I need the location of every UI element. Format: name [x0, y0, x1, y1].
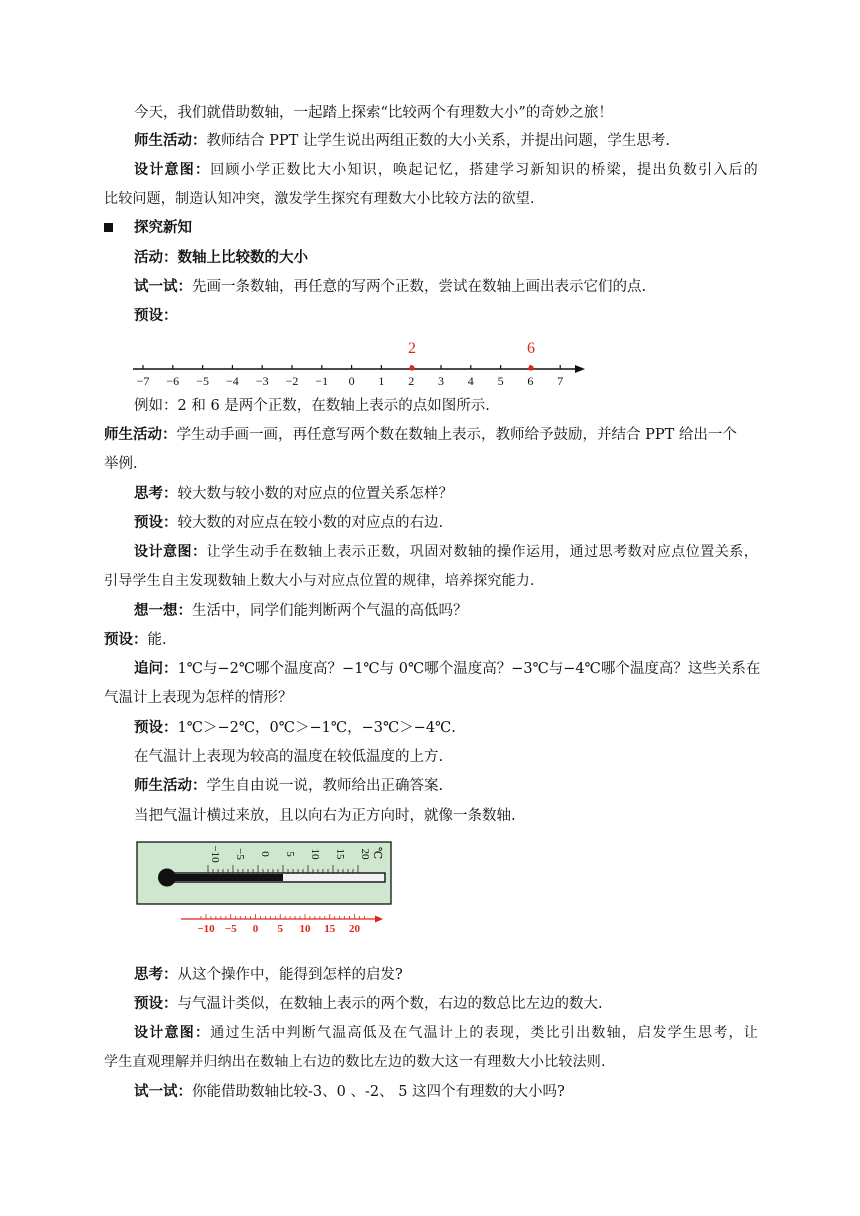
text: 先画一条数轴，再任意的写两个正数，尝试在数轴上画出表示它们的点.	[192, 279, 647, 295]
section-title: 探究新知	[134, 220, 192, 236]
temperature-axis-label: −5	[224, 923, 237, 935]
temperature-axis-label: 5	[277, 923, 283, 935]
teacher-student-activity-2-line-2: 举例.	[104, 456, 138, 472]
preset-label: 预设：	[134, 308, 178, 324]
text: 教师结合 PPT 让学生说出两组正数的大小关系，并提出问题，学生思考.	[206, 133, 671, 149]
thermometer-scale-label: −10	[209, 845, 221, 863]
number-line-tick-label: −6	[166, 374, 180, 388]
number-line	[125, 335, 595, 390]
text: 1℃＞−2℃，0℃＞−1℃，−3℃＞−4℃.	[177, 720, 456, 736]
label: 预设：	[104, 632, 148, 648]
label: 试一试：	[134, 1084, 192, 1100]
teacher-student-activity-3	[134, 776, 443, 796]
number-line-tick-label: 3	[438, 374, 444, 388]
temperature-axis-label: 0	[252, 923, 259, 935]
number-line-tick-label: −2	[285, 374, 299, 388]
text: 你能借助数轴比较-3、0 、-2、 5 这四个有理数的大小吗?	[192, 1084, 565, 1100]
text: 从这个操作中，能得到怎样的启发?	[177, 967, 403, 983]
label: 追问：	[134, 661, 178, 677]
text: 让学生动手在数轴上表示正数，巩固对数轴的操作运用，通过思考数对应点位置关系，	[206, 544, 759, 560]
text: 较大数与较小数的对应点的位置关系怎样？	[177, 486, 453, 502]
thermometer-scale-label: 10	[309, 848, 321, 860]
temperature-axis-label: 15	[324, 923, 336, 935]
label: 预设：	[134, 720, 178, 736]
thermometer-unit: ℃	[371, 846, 383, 860]
try-it-1	[134, 277, 646, 297]
thermometer-figure	[135, 838, 395, 938]
label: 思考：	[134, 486, 178, 502]
number-line-tick-label: −1	[315, 374, 329, 388]
temperature-axis-arrow-icon	[375, 916, 383, 923]
thermometer-scale-label: 0	[259, 851, 271, 857]
text: 学生自由说一说，教师给出正确答案.	[206, 778, 444, 794]
label: 师生活动：	[134, 133, 207, 149]
label: 预设：	[134, 996, 178, 1012]
temperature-axis-label: −10	[197, 923, 215, 935]
number-line-tick-label: −4	[226, 374, 239, 388]
label: 思考：	[134, 967, 178, 983]
number-line-tick-label: −3	[255, 374, 269, 388]
text: 能.	[147, 632, 167, 648]
section-bullet-icon	[104, 223, 113, 232]
follow-up-line-1	[134, 659, 760, 679]
thermometer-scale-label: 15	[334, 848, 346, 860]
design-intent-2-line-1	[134, 542, 758, 562]
example-text: 例如：2 和 6 是两个正数，在数轴上表示的点如图所示.	[134, 398, 490, 414]
imagine	[134, 601, 468, 621]
label: 设计意图：	[134, 544, 207, 560]
activity-title: 活动：数轴上比较数的大小	[134, 250, 308, 266]
thermometer-scale-label: −5	[234, 848, 246, 860]
number-line-tick-label: −7	[136, 374, 150, 388]
text: 较大数的对应点在较小数的对应点的右边.	[177, 515, 444, 531]
preset-3	[104, 630, 167, 650]
text: 1℃与−2℃哪个温度高？−1℃与 0℃哪个温度高？−3℃与−4℃哪个温度高？这些关系在	[177, 661, 761, 677]
text: 通过生活中判断气温高低及在气温计上的表现，类比引出数轴，启发学生思考，让	[210, 1025, 759, 1041]
teacher-student-activity-1	[134, 131, 670, 151]
thermometer-text: 在气温计上表现为较高的温度在较低温度的上方.	[134, 749, 444, 765]
thermometer-scale-label: 5	[284, 851, 296, 857]
text: 生活中，同学们能判断两个气温的高低吗？	[192, 603, 468, 619]
number-line-tick-label: 5	[497, 374, 504, 388]
number-line-tick-label: 4	[467, 374, 474, 388]
text: 与气温计类似，在数轴上表示的两个数，右边的数总比左边的数大.	[177, 996, 603, 1012]
number-line-tick-label: 2	[408, 374, 415, 388]
label: 试一试：	[134, 279, 192, 295]
number-line-tick-label: 1	[378, 374, 385, 388]
label: 设计意图：	[134, 162, 211, 178]
design-intent-3-line-1	[134, 1023, 758, 1043]
point-6	[528, 365, 533, 370]
preset-4	[134, 718, 456, 738]
number-line-tick-label: 7	[557, 374, 564, 388]
preset-5	[134, 994, 603, 1014]
label: 师生活动：	[104, 427, 177, 443]
design-intent-2-line-2: 引导学生自主发现数轴上数大小与对应点位置的规律，培养探究能力.	[104, 573, 535, 589]
label: 想一想：	[134, 603, 192, 619]
follow-up-line-2: 气温计上表现为怎样的情形？	[104, 690, 293, 706]
teacher-student-activity-2-line-1	[104, 425, 737, 445]
highlight-label-2: 2	[408, 340, 416, 357]
temperature-axis-label: 10	[299, 923, 311, 935]
intro-paragraph: 今天，我们就借助数轴，一起踏上探索“比较两个有理数大小”的奇妙之旅！	[134, 105, 613, 121]
preset-2	[134, 513, 443, 533]
text: 回顾小学正数比大小知识，唤起记忆，搭建学习新知识的桥梁，提出负数引入后的	[210, 162, 759, 178]
try-it-2	[134, 1082, 565, 1102]
temperature-axis-label: 20	[349, 923, 360, 935]
point-2	[409, 365, 414, 370]
thermometer-bulb	[158, 869, 176, 887]
label: 设计意图：	[134, 1025, 211, 1041]
think-1	[134, 484, 453, 504]
number-line-arrow-icon	[575, 365, 585, 373]
design-intent-1-line-1	[134, 160, 758, 180]
thermometer-scale-label: 20	[359, 848, 371, 860]
label: 预设：	[134, 515, 178, 531]
number-line-tick-label: 0	[348, 374, 355, 388]
think-2	[134, 965, 403, 985]
highlight-label-6: 6	[527, 340, 535, 357]
number-line-tick-label: 6	[527, 374, 534, 388]
design-intent-3-line-2: 学生直观理解并归纳出在数轴上右边的数比左边的数大这一有理数大小比较法则.	[104, 1054, 606, 1070]
design-intent-1-line-2: 比较问题，制造认知冲突，激发学生探究有理数大小比较方法的欲望.	[104, 191, 535, 207]
mercury-column	[167, 874, 283, 881]
horizontal-text: 当把气温计横过来放，且以向右为正方向时，就像一条数轴.	[134, 808, 516, 824]
label: 师生活动：	[134, 778, 207, 794]
number-line-tick-label: −5	[196, 374, 209, 388]
text: 学生动手画一画，再任意写两个数在数轴上表示，教师给予鼓励，并结合 PPT 给出一个	[176, 427, 737, 443]
